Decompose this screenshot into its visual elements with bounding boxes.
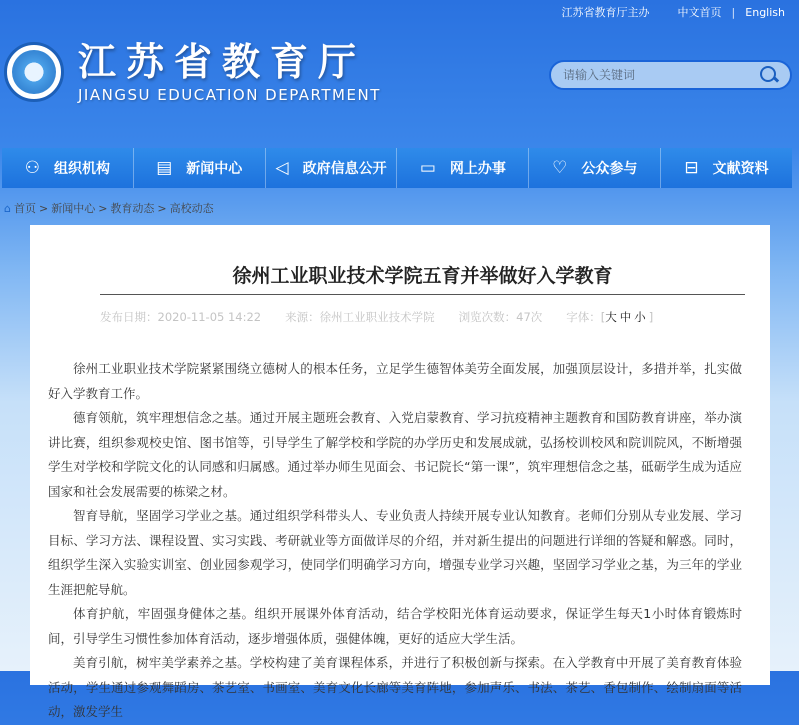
source: 来源：徐州工业职业技术学院 (285, 310, 435, 324)
site-brand[interactable] (78, 40, 381, 104)
breadcrumb: ⌂ 首页 > 新闻中心 > 教育动态 > 高校动态 (4, 201, 214, 215)
paragraph: 美育引航，树牢美学素养之基。学校构建了美育课程体系，并进行了积极创新与探索。在入学教育中开展了美育教育体验活动，学生通过参观舞蹈房、茶艺室、书画室、美育文化长廊等美育阵地，参加声乐、书法、茶艺、香包制作、绘制扇面等活动，激发学生 (48, 655, 742, 719)
font-large[interactable]: 大 (605, 310, 620, 324)
nav-online[interactable] (397, 148, 529, 188)
nav-label: 网上办事 (449, 161, 506, 177)
brand-title-cn: 江苏省教育厅 (78, 40, 367, 84)
article-panel (30, 225, 770, 719)
sponsor-text: 江苏省教育厅主办 (561, 6, 650, 19)
nav-public[interactable] (529, 148, 661, 188)
nav-label: 政府信息公开 (302, 161, 387, 177)
nav-label: 文献资料 (712, 161, 769, 177)
font-small[interactable]: 小 (634, 310, 649, 324)
font-medium[interactable]: 中 (619, 310, 635, 324)
paragraph: 德育领航，筑牢理想信念之基。通过开展主题班会教育、入党启蒙教育、学习抗疫精神主题教育和国防教育讲座，举办演讲比赛，组织参观校史馆、图书馆等，引导学生了解学校和学院的办学历史和发展成就，弘扬校训校风和院训院风，不断增强学生对学校和学院文化的认同感和归属感。通过举办师生见面会、书记院长“第一课”，筑牢理想信念之基，砥砺学生成为适应国家和社会发展需要的栋梁之材。 (48, 410, 742, 499)
main-nav (2, 148, 792, 188)
home-icon: ⌂ (4, 201, 11, 215)
nav-gov-info[interactable] (266, 148, 398, 188)
crumb-edu-news[interactable]: 教育动态 (110, 202, 155, 215)
home-link[interactable]: 中文首页 (677, 6, 722, 19)
crumb-home[interactable]: 首页 (13, 202, 36, 215)
paragraph: 徐州工业职业技术学院紧紧围绕立德树人的根本任务，立足学生德智体美劳全面发展，加强顶层设计，多措并举，扎实做好入学教育工作。 (48, 361, 742, 401)
heart-icon: ♡ (552, 158, 568, 178)
document-icon: ▤ (156, 158, 173, 178)
nav-org[interactable] (2, 148, 134, 188)
nav-label: 新闻中心 (186, 161, 243, 177)
crumb-news[interactable]: 新闻中心 (51, 202, 96, 215)
font-end: ] (648, 310, 654, 324)
search-icon[interactable] (760, 66, 778, 84)
separator: | (731, 5, 736, 19)
font-size-control (566, 309, 653, 325)
search-input[interactable] (563, 68, 760, 82)
crumb-college-news[interactable]: 高校动态 (169, 202, 214, 215)
article-body (48, 357, 742, 725)
emblem-logo[interactable] (4, 42, 64, 102)
top-links (562, 4, 785, 20)
publish-date: 发布日期：2020-11-05 14:22 (100, 310, 262, 324)
font-label: 字体：[ (566, 310, 606, 324)
article-title: 徐州工业职业技术学院五育并举做好入学教育 (232, 265, 613, 287)
view-count: 浏览次数：47次 (458, 310, 543, 324)
nav-news[interactable] (134, 148, 266, 188)
brand-title-en: JIANGSU EDUCATION DEPARTMENT (78, 86, 381, 104)
org-chart-icon: ⚇ (24, 158, 41, 178)
paragraph: 体育护航，牢固强身健体之基。组织开展课外体育活动，结合学校阳光体育运动要求，保证学生每天1小时体育锻炼时间，引导学生习惯性参加体育活动，逐步增强体质，强健体魄，更好的适应大学生活。 (48, 606, 742, 646)
article-meta (100, 309, 700, 325)
english-link[interactable]: English (745, 5, 785, 19)
nav-label: 组织机构 (54, 161, 111, 177)
nav-docs[interactable] (661, 148, 792, 188)
info-icon: ◁ (275, 158, 289, 178)
paragraph: 智育导航，坚固学习学业之基。通过组织学科带头人、专业负责人持续开展专业认知教育。老师们分别从专业发展、学习目标、学习方法、课程设置、实习实践、考研就业等方面做详尽的介绍，并对新生提出的问题进行详细的答疑和解惑。同时，组织学生深入实验实训室、创业园参观学习，使同学们明确学习方向，增强专业学习兴趣，坚固学习学业之基，为三年的学业生涯把舵导航。 (48, 508, 742, 597)
monitor-icon: ▭ (419, 158, 436, 178)
nav-label: 公众参与 (581, 161, 638, 177)
title-divider (100, 294, 745, 295)
archive-icon: ⊟ (684, 158, 699, 178)
search-box (549, 60, 792, 90)
